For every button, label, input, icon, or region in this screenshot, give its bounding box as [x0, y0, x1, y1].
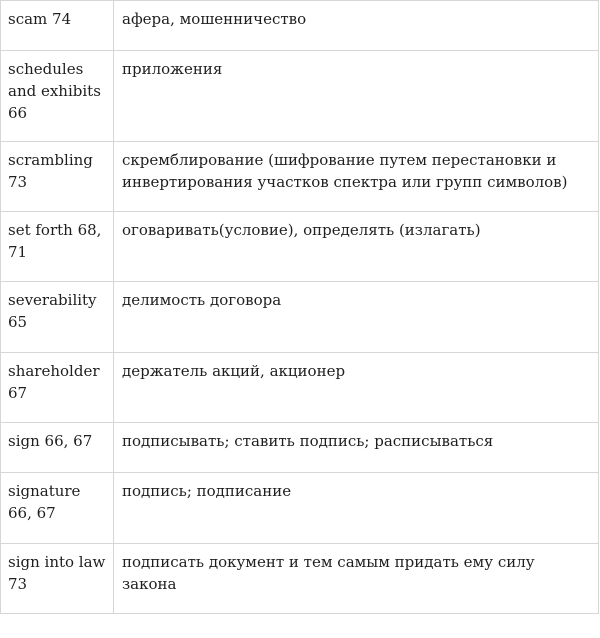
definition-cell: подписывать; ставить подпись; расписываться	[114, 423, 599, 473]
term-cell: scrambling 73	[1, 142, 114, 212]
definition-cell: афера, мошенничество	[114, 1, 599, 51]
table-row	[1, 1, 599, 51]
term-cell: severability 65	[1, 282, 114, 353]
table-row	[1, 473, 599, 544]
table-row	[1, 423, 599, 473]
term-cell: schedules and exhibits 66	[1, 51, 114, 142]
table-row	[1, 282, 599, 353]
term-cell: signature 66, 67	[1, 473, 114, 544]
definition-cell: скремблирование (шифрование путем перестановки и инвертирования участков спектра или групп символов)	[114, 142, 599, 212]
table-row	[1, 544, 599, 614]
definition-cell: оговаривать(условие), определять (излагать)	[114, 212, 599, 282]
definition-cell: подпись; подписание	[114, 473, 599, 544]
definition-cell: делимость договора	[114, 282, 599, 353]
table-row	[1, 212, 599, 282]
table-row	[1, 142, 599, 212]
term-cell: set forth 68, 71	[1, 212, 114, 282]
definition-cell: подписать документ и тем самым придать ему силу закона	[114, 544, 599, 614]
table-row	[1, 51, 599, 142]
term-cell: sign 66, 67	[1, 423, 114, 473]
definition-cell: приложения	[114, 51, 599, 142]
term-cell: scam 74	[1, 1, 114, 51]
term-cell: sign into law 73	[1, 544, 114, 614]
term-cell: shareholder 67	[1, 353, 114, 423]
table-row	[1, 353, 599, 423]
definition-cell: держатель акций, акционер	[114, 353, 599, 423]
